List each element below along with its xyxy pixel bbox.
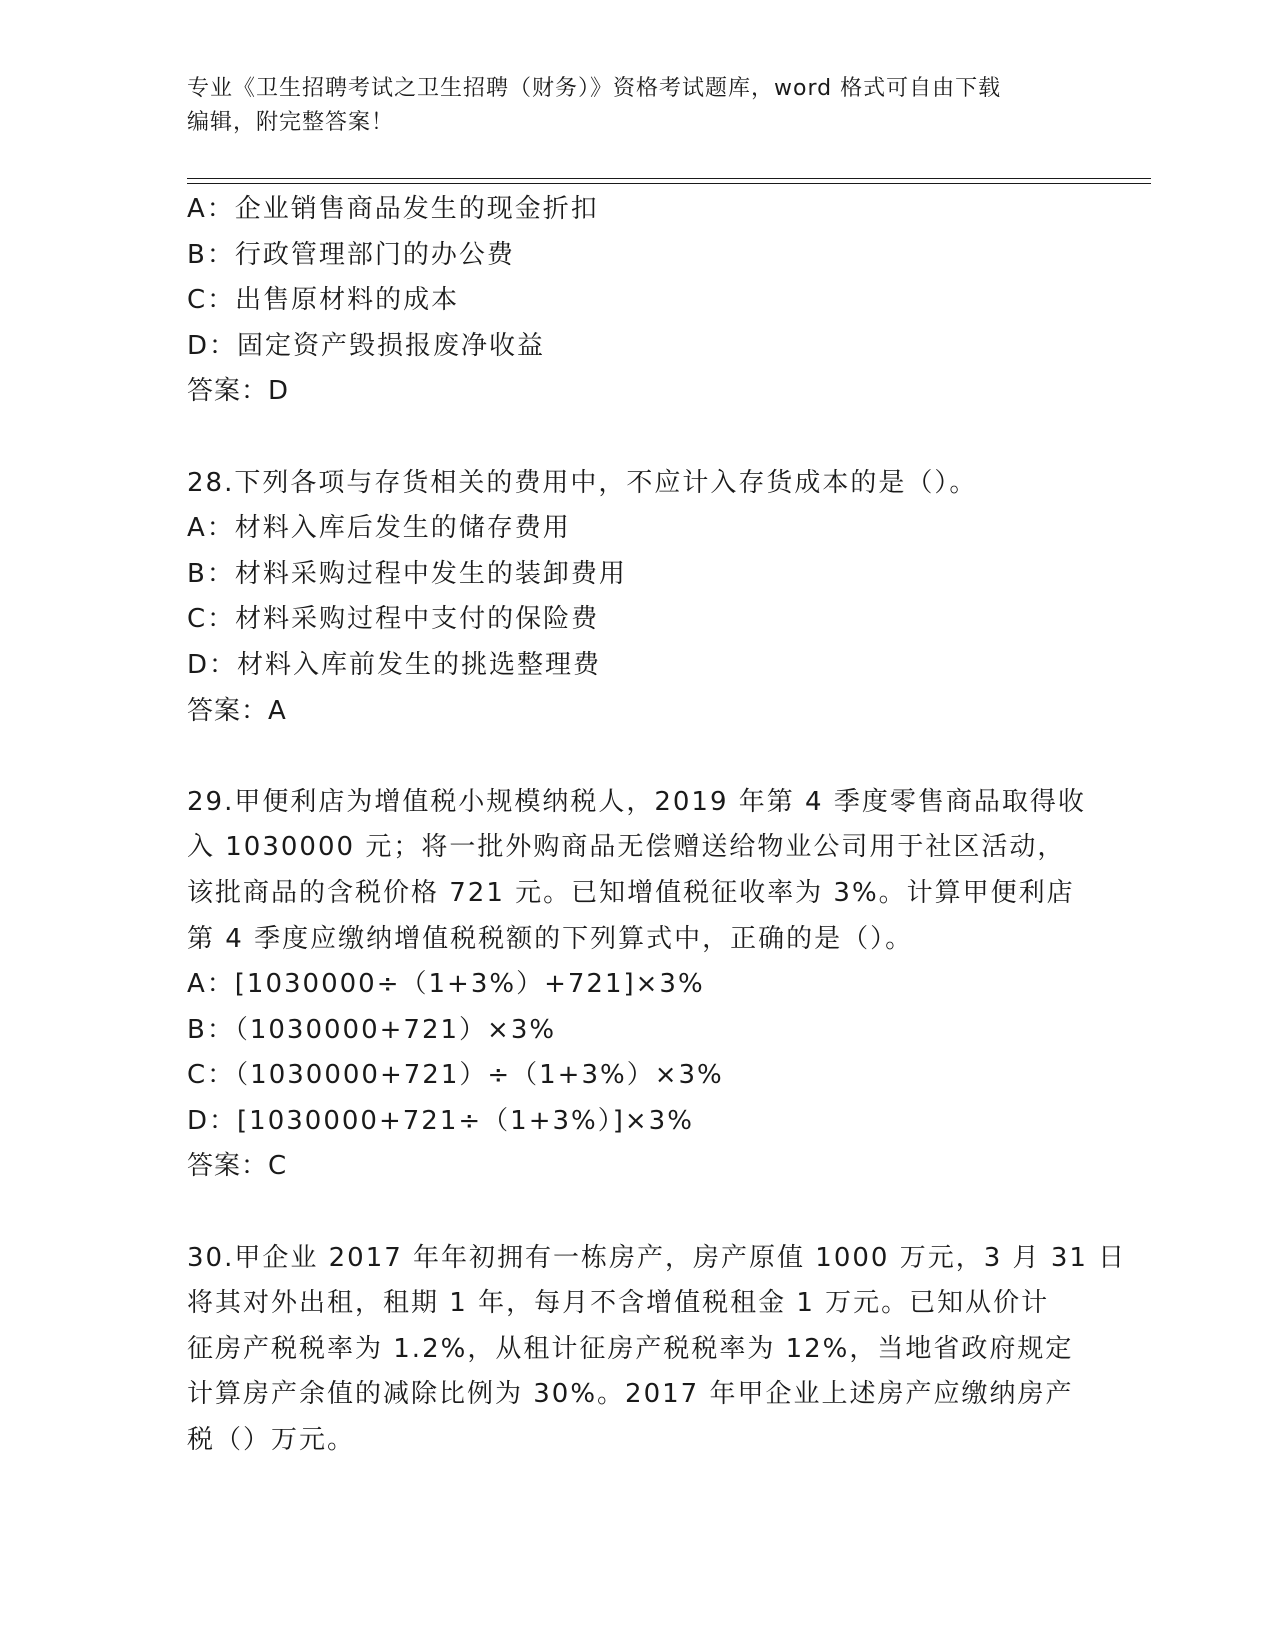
question-27 xyxy=(187,187,1087,415)
option-b: B：行政管理部门的办公费 xyxy=(187,239,515,270)
question-stem: 28.下列各项与存货相关的费用中，不应计入存货成本的是（）。 xyxy=(187,467,978,498)
option-a: A：材料入库后发生的储存费用 xyxy=(187,513,571,544)
answer-line: 答案：D xyxy=(187,376,290,407)
answer-line: 答案：C xyxy=(187,1151,288,1182)
question-28 xyxy=(187,461,1087,735)
question-29 xyxy=(187,780,1087,1190)
option-c: C：出售原材料的成本 xyxy=(187,285,460,316)
question-stem-line: 计算房产余值的减除比例为 30%。2017 年甲企业上述房产应缴纳房产 xyxy=(187,1379,1074,1410)
option-d: D：材料入库前发生的挑选整理费 xyxy=(187,649,602,680)
header-line-1: 专业《卫生招聘考试之卫生招聘（财务）》资格考试题库，word 格式可自由下载 xyxy=(187,76,1002,101)
spacer xyxy=(187,415,1087,461)
header-line-2: 编辑，附完整答案！ xyxy=(187,110,395,135)
question-stem-line: 30.甲企业 2017 年年初拥有一栋房产，房产原值 1000 万元，3 月 31 日 xyxy=(187,1242,1127,1273)
question-stem-line: 第 4 季度应缴纳增值税税额的下列算式中，正确的是（）。 xyxy=(187,923,914,954)
option-a: A：企业销售商品发生的现金折扣 xyxy=(187,194,599,224)
question-stem-line: 入 1030000 元；将一批外购商品无偿赠送给物业公司用于社区活动， xyxy=(187,832,1066,863)
document-header xyxy=(187,72,1067,140)
answer-line: 答案：A xyxy=(187,695,287,726)
header-divider-top xyxy=(187,178,1151,179)
option-c: C：材料采购过程中支付的保险费 xyxy=(187,604,600,635)
option-d: D：固定资产毁损报废净收益 xyxy=(187,330,546,361)
option-b: B：（1030000+721）×3% xyxy=(187,1014,557,1045)
header-divider-bottom xyxy=(187,183,1151,184)
option-b: B：材料采购过程中发生的装卸费用 xyxy=(187,558,627,589)
option-c: C：（1030000+721）÷（1+3%）×3% xyxy=(187,1060,724,1091)
question-stem-line: 将其对外出租，租期 1 年，每月不含增值税租金 1 万元。已知从价计 xyxy=(187,1288,1050,1319)
option-a: A：[1030000÷（1+3%）+721]×3% xyxy=(187,969,705,1000)
question-stem-line: 该批商品的含税价格 721 元。已知增值税征收率为 3%。计算甲便利店 xyxy=(187,877,1075,908)
question-stem-line: 税（）万元。 xyxy=(187,1425,356,1456)
question-30 xyxy=(187,1236,1127,1464)
spacer xyxy=(187,734,1087,780)
question-stem-line: 29.甲便利店为增值税小规模纳税人，2019 年第 4 季度零售商品取得收 xyxy=(187,786,1086,817)
question-stem-line: 征房产税税率为 1.2%，从租计征房产税税率为 12%，当地省政府规定 xyxy=(187,1333,1074,1364)
option-d: D：[1030000+721÷（1+3%）]×3% xyxy=(187,1105,694,1136)
spacer xyxy=(187,1190,1087,1236)
document-body xyxy=(187,187,1127,1464)
